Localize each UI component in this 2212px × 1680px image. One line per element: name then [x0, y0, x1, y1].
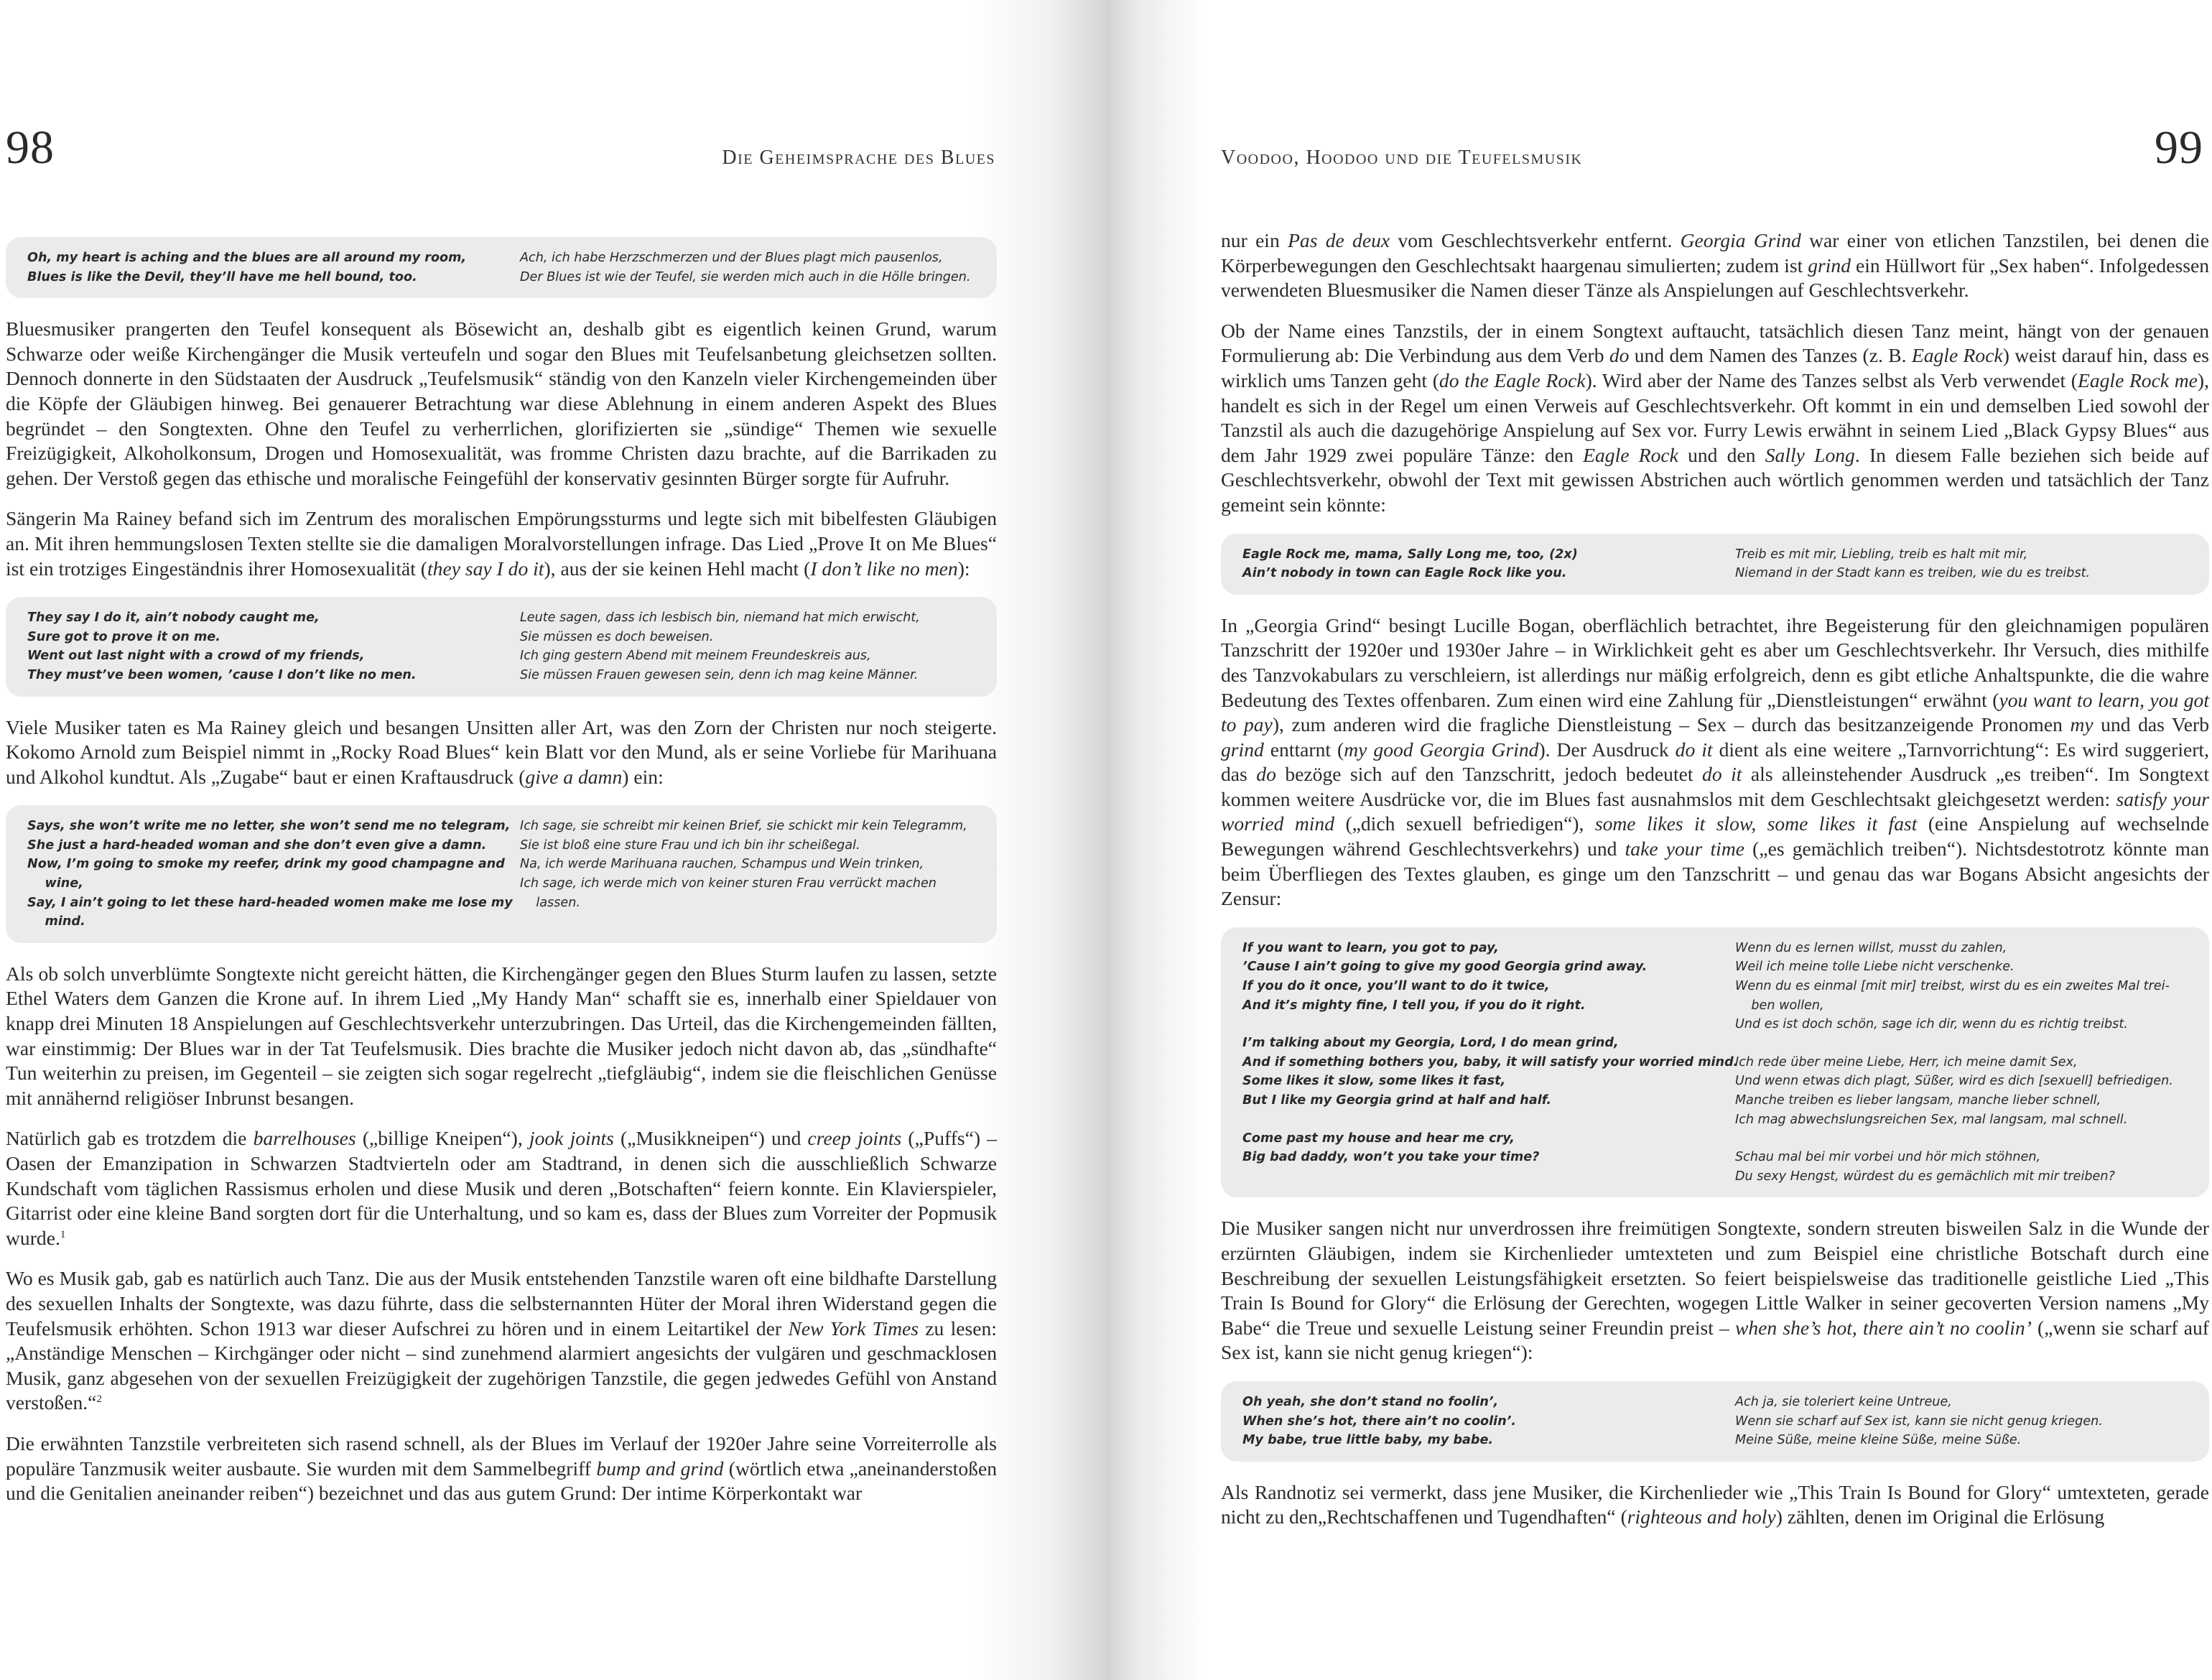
quote-german: [520, 817, 982, 932]
quote-line: Na, ich werde Marihuana rauchen, Schampus und Wein trinken,: [520, 857, 924, 872]
text-run: ) zählten, denen im Original die Erlösung: [1775, 1505, 2105, 1528]
text-run: Viele Musiker taten es Ma Rainey gleich und besangen Unsitten aller Art, was den Zorn der Christen nur noch steigerte. Kokomo Arnold zum Beispiel nimmt in „Rocky Road Blues“ kein Blatt vor den Mund, als er seine Vorliebe für Marihuana und Alkohol kundtut. Als „Zugabe“ baut er einen Kraftausdruck (: [6, 715, 997, 788]
quote-german: [1735, 545, 2195, 583]
text-run: („billige Kneipen“),: [356, 1127, 529, 1150]
quote-line: And if something bothers you, baby, it will satisfy your worried mind.: [1242, 1054, 1739, 1069]
body-paragraph: [1221, 613, 2209, 911]
text-run: Wo es Musik gab, gab es natürlich auch Tanz. Die aus der Musik entstehenden Tanzstile waren oft eine bildhafte Darstellung des sexuellen Inhalts der Songtexte, was dazu führte, dass die selbsternannten Hüter der Moral ihren Widerstand gegen die Teufelsmusik erhöhten. Schon 1913 war dieser Aufschrei zu hören und in einem Leitartikel der: [6, 1267, 997, 1340]
text-run: ), aus der sie keinen Hehl macht (: [544, 557, 811, 580]
quote-line: Treib es mit mir, Liebling, treib es halt mit mir,: [1735, 547, 2028, 562]
text-run: vom Geschlechtsverkehr entfernt.: [1390, 229, 1681, 251]
quote-line: If you want to learn, you got to pay,: [1242, 940, 1499, 955]
quote-line: Oh yeah, she don’t stand no foolin’,: [1242, 1394, 1499, 1409]
quote-line: Went out last night with a crowd of my friends,: [27, 649, 365, 664]
body-paragraph: Als ob solch unverblümte Songtexte nicht gereicht hätten, die Kirchengänger gegen den Blues Sturm laufen zu lassen, setzte Ethel Waters dem Ganzen die Krone auf. In ihrem Lied „My Handy Man“ schafft sie es, innerhalb einer Spieldauer von knapp drei Minuten 18 Anspielungen auf Geschlechtsverkehr unterzubringen. Das Urteil, das die Kirchengemeinden fällten, war einstimmig: Der Blues war in der Tat Teufelsmusik. Dies brachte die Musiker jedoch nicht davon ab, das „sündhafte“ Tun weiterhin zu preisen, im Gegenteil – sie zeigten sich sogar regelrecht „tiefgläubig“, indem sie die fleischlichen Genüsse mit annähernd religiöser Inbrunst besangen.: [6, 962, 997, 1109]
italic-run: they say I do it: [427, 557, 544, 580]
text-run: Die erwähnten Tanzstile verbreiteten sich rasend schnell, als der Blues im Verlauf der 1920er Jahre seine Vorreiterrolle als populäre Tanzmusik weiter ausbaute. Sie wurden mit dem Sammelbegriff: [6, 1431, 997, 1480]
quote-line: She just a hard-headed woman and she don’t even give a damn.: [27, 837, 487, 853]
quote-line: Schau mal bei mir vorbei und hör mich stöhnen,: [1735, 1150, 2041, 1165]
italic-run: take your time: [1625, 837, 1744, 860]
body-paragraph: [1221, 1480, 2209, 1530]
italic-run: Pas de deux: [1288, 229, 1390, 251]
quote-line: ben wollen,: [1735, 998, 1824, 1013]
italic-run: New York Times: [788, 1317, 919, 1340]
quote-line: Ich rede über meine Liebe, Herr, ich meine damit Sex,: [1735, 1054, 2078, 1069]
quote-line: They say I do it, ain’t nobody caught me,: [27, 611, 320, 626]
quote-german: [1735, 1393, 2195, 1450]
quote-line: My babe, true little baby, my babe.: [1242, 1433, 1494, 1448]
quote-line: Weil ich meine tolle Liebe nicht verschenke.: [1735, 960, 2014, 975]
italic-run: you want to learn, you got to pay: [1221, 688, 2209, 736]
quote-line: Wenn du es einmal [mit mir] treibst, wirst du es ein zweites Mal trei-: [1735, 979, 2170, 994]
text-run: Sängerin Ma Rainey befand sich im Zentrum des moralischen Empörungssturms und legte sich mit bibelfesten Gläubigen an. Mit ihren hemmungslosen Texten stellte sie die damaligen Moralvorstellungen infrage. Das Lied „Prove It on Me Blues“ ist ein trotziges Eingeständnis ihrer Homosexualität (: [6, 507, 997, 580]
body-paragraph: [1221, 319, 2209, 518]
quote-line: I’m talking about my Georgia, Lord, I do mean grind,: [1242, 1036, 1619, 1051]
quote-box: [1221, 534, 2209, 595]
quote-line: Ich sage, sie schreibt mir keinen Brief, sie schickt mir kein Telegramm,: [520, 819, 967, 834]
quote-box: [6, 597, 997, 696]
text-run: ), zum anderen wird die fragliche Dienstleistung – Sex – durch das besitzanzeigende Pronomen: [1272, 713, 2071, 736]
text-run: ) weist darauf hin, dass es wirklich ums Tanzen geht (: [1221, 344, 2209, 391]
quote-english: [1242, 1393, 1735, 1450]
body-paragraph: Bluesmusiker prangerten den Teufel konsequent als Bösewicht an, deshalb gibt es eigentlich keinen Grund, warum Schwarze oder weiße Kirchengänger die Musik verteufeln und sogar den Blues mit Teufelsanbetung gleichsetzen sollten. Dennoch donnerte in den Südstaaten der Ausdruck „Teufelsmusik“ ständig von den Kanzeln vieler Kirchengemeinden über die Köpfe der Gläubigen hinweg. Bei genauerer Betrachtung war diese Ablehnung in einem anderen Aspekt des Blues begründet – den Songtexten. Ohne den Teufel zu verherrlichen, glorifizierten sie „sündige“ Themen wie sexuelle Freizügigkeit, Alkoholkonsum, Drogen und Homosexualität, was fromme Christen dazu brachte, auf die Barrikaden zu gehen. Der Verstoß gegen das ethische und moralische Feingefühl der konservativ gesinnten Bürger sorgte für Aufruhr.: [6, 317, 997, 489]
italic-run: creep joints: [807, 1127, 902, 1150]
text-run: („Puffs“) – Oasen der Emanzipation in Schwarzen Stadtvierteln oder am Stadtrand, in denen sich die ausschließlich Schwarze Kundschaft vom täglichen Rassismus erholen und diese Musik und deren „Botschaften“ feiern konnte. Ein Klavierspieler, Gitarrist oder eine kleine Band sorgten dort für die Unterhaltung, und so kam es, dass der Blues zum Vorreiter der Popmusik wurde.: [6, 1127, 998, 1249]
italic-run: Sally Long: [1765, 443, 1855, 466]
quote-line: Now, I’m going to smoke my reefer, drink my good champagne and: [27, 857, 505, 872]
text-run: enttarnt (: [1263, 738, 1344, 761]
quote-line: They must’ve been women, ’cause I don’t like no men.: [27, 667, 417, 682]
footnote-marker[interactable]: 1: [60, 1228, 66, 1240]
italic-run: satisfy your worried mind: [1221, 787, 2209, 835]
text-run: und das Verb: [2093, 713, 2209, 736]
quote-line: Say, I ain’t going to let these hard-headed women make me lose my: [27, 895, 513, 910]
italic-run: Georgia Grind: [1680, 229, 1801, 251]
text-run: („Musikkneipen“) und: [613, 1127, 808, 1150]
running-head: Die Geheimsprache des Blues: [722, 147, 995, 169]
text-run: („es gemächlich treiben“). Nichtsdestotrotz könnte man beim Überfliegen des Textes glauben, es ginge um den Tanzschritt – und genau das war Bogans Absicht angesichts der Zensur:: [1221, 837, 2209, 910]
text-run: ). Wird aber der Name des Tanzes selbst als Verb verwendet (: [1585, 368, 2078, 391]
stanza-gap: [1735, 1034, 2195, 1053]
quote-line: wine,: [27, 876, 83, 891]
stanza-gap: [1735, 1129, 2195, 1148]
italic-run: some likes it slow, some likes it fast: [1594, 812, 1918, 835]
quote-line: Sie müssen Frauen gewesen sein, denn ich mag keine Männer.: [520, 667, 919, 682]
italic-run: jook joints: [529, 1127, 614, 1150]
italic-run: my: [2070, 713, 2094, 736]
italic-run: I don’t like no men: [810, 557, 958, 580]
footnote-marker[interactable]: 2: [96, 1393, 102, 1406]
quote-line: Niemand in der Stadt kann es treiben, wie du es treibst.: [1735, 566, 2091, 581]
quote-line: And it’s mighty fine, I tell you, if you do it right.: [1242, 998, 1586, 1013]
quote-line: If you do it once, you’ll want to do it twice,: [1242, 979, 1550, 994]
quote-line: Ich sage, ich werde mich von keiner sturen Frau verrückt machen: [520, 876, 937, 891]
italic-run: grind: [1808, 254, 1851, 277]
text-run: bezöge sich auf den Tanzschritt, jedoch bedeutet: [1275, 763, 1703, 786]
quote-line: Oh, my heart is aching and the blues are all around my room,: [27, 251, 467, 265]
quote-line: Und es ist doch schön, sage ich dir, wenn du es richtig treibst.: [1735, 1017, 2128, 1032]
quote-german: [520, 249, 982, 287]
quote-line: Ach, ich habe Herzschmerzen und der Blues plagt mich pausenlos,: [520, 251, 943, 265]
text-run: ein Hüllwort für „Sex haben“. Infolgedessen verwendeten Bluesmusiker die Namen dieser Tänze als Anspielungen auf Geschlechtsverkehr.: [1221, 254, 2209, 302]
page-number: 98: [6, 121, 55, 174]
right-column: [1221, 228, 2209, 1546]
body-paragraph: [1221, 228, 2209, 303]
stanza-gap: [1242, 1015, 1722, 1034]
text-run: In „Georgia Grind“ besingt Lucille Bogan, oberflächlich betrachtet, ihre Begeisterung für den gleichnamigen populären Tanzschritt der 1920er und 1930er Jahre – in Wirklichkeit geht es aber um Geschlechtsverkehr. Ihr Versuch, dies mithilfe des Tanzvokabulars zu verschleiern, ist allerdings nur mäßig erfolgreich, denn es gibt etliche Anhaltspunkte, die die wahre Bedeutung des Textes offenbaren. Zum einen wird eine Zahlung für „Dienstleistungen“ erwähnt (: [1221, 613, 2209, 711]
italic-run: my good Georgia Grind: [1344, 738, 1539, 761]
quote-line: Some likes it slow, some likes it fast,: [1242, 1074, 1506, 1089]
text-run: dient als eine weitere „Tarnvorrichtung“: Es wird suggeriert, das: [1221, 738, 2209, 786]
quote-line: Blues is like the Devil, they’ll have me hell bound, too.: [27, 269, 417, 284]
italic-run: grind: [1221, 738, 1264, 761]
quote-english: [27, 249, 520, 287]
quote-line: But I like my Georgia grind at half and half.: [1242, 1093, 1552, 1108]
quote-line: Sie ist bloß eine sture Frau und ich bin ihr scheißegal.: [520, 837, 860, 853]
quote-english: [27, 817, 520, 932]
italic-run: give a damn: [525, 765, 623, 788]
italic-run: do: [1256, 763, 1276, 786]
text-run: (wörtlich etwa „aneinanderstoßen und die Genitalien aneinander reiben“) bezeichnet und das aus gutem Grund: Der intime Körperkontakt war: [6, 1457, 997, 1505]
quote-line: Eagle Rock me, mama, Sally Long me, too, (2x): [1242, 547, 1578, 562]
text-run: ), handelt es sich in der Regel um einen Verweis auf Geschlechtsverkehr. Oft kommt in ein und demselben Lied sowohl der Tanzstil als auch die dazugehörige Anspielung auf Sex vor. Furry Lewis erwähnt in seinem Lied „Black Gypsy Blues“ aus dem Jahr 1929 zwei populäre Tänze: den: [1221, 368, 2209, 466]
italic-run: barrelhouses: [253, 1127, 356, 1150]
quote-line: Ain’t nobody in town can Eagle Rock like you.: [1242, 566, 1567, 581]
quote-box: [6, 805, 997, 943]
quote-line: Ich ging gestern Abend mit meinem Freundeskreis aus,: [520, 649, 871, 664]
text-run: und den: [1678, 443, 1765, 466]
quote-line: lassen.: [520, 895, 580, 910]
quote-english: [27, 608, 520, 684]
stanza-gap: [1242, 1110, 1722, 1129]
quote-line: Leute sagen, dass ich lesbisch bin, niemand hat mich erwischt,: [520, 611, 920, 626]
quote-line: Ich mag abwechslungsreichen Sex, mal langsam, mal schnell.: [1735, 1112, 2128, 1127]
body-paragraph: [6, 1126, 997, 1250]
quote-line: Ach ja, sie toleriert keine Untreue,: [1735, 1394, 1952, 1409]
quote-line: Says, she won’t write me no letter, she won’t send me no telegram,: [27, 819, 511, 834]
text-run: nur ein: [1221, 229, 1288, 251]
text-run: Als Randnotiz sei vermerkt, dass jene Musiker, die Kirchenlieder wie „This Train Is Bound for Glory“ umtexteten, gerade nicht zu den„Rechtschaffenen und Tugendhaften“ (: [1221, 1480, 2209, 1528]
italic-run: Eagle Rock me: [2077, 368, 2198, 391]
left-column: [6, 234, 997, 1522]
text-run: ):: [957, 557, 970, 580]
body-paragraph: [6, 715, 997, 790]
quote-line: Manche treiben es lieber langsam, manche lieber schnell,: [1735, 1093, 2101, 1108]
text-run: („wenn sie scharf auf Sex ist, kann sie nicht genug kriegen“):: [1221, 1316, 2209, 1364]
body-paragraph: [6, 1266, 997, 1416]
quote-line: Big bad daddy, won’t you take your time?: [1242, 1150, 1540, 1165]
text-run: . In diesem Falle beziehen sich beide auf Geschlechtsverkehr, obwohl der Text mit gewissen Abstrichen auch wörtlich genommen werden und tatsächlich der Tanz gemeint sein könnte:: [1221, 443, 2209, 516]
body-paragraph: [6, 1431, 997, 1506]
body-paragraph: [6, 506, 997, 581]
quote-line: Come past my house and hear me cry,: [1242, 1131, 1515, 1146]
quote-box: [1221, 927, 2209, 1198]
text-run: Ob der Name eines Tanzstils, der in einem Songtext auftaucht, tatsächlich diesen Tanz meint, hängt von der genauen Formulierung ab: Die Verbindung aus dem Verb: [1221, 319, 2209, 367]
quote-english: [1242, 545, 1735, 583]
right-page: [1106, 0, 2212, 1680]
quote-english: [1242, 939, 1739, 1187]
quote-line: Du sexy Hengst, würdest du es gemächlich mit mir treiben?: [1735, 1169, 2115, 1184]
text-run: war einer von etlichen Tanzstilen, bei denen die Körperbewegungen den Geschlechtsakt haargenau simulierten; zudem ist: [1221, 229, 2209, 277]
text-run: (eine Anspielung auf wechselnde Bewegungen während Geschlechtsverkehrs) und: [1221, 812, 2209, 860]
text-run: als alleinstehender Ausdruck „es treiben“. Im Songtext kommen weitere Ausdrücke vor, die im Blues fast ausnahmslos mit dem Geschlechtsakt gleichgesetzt werden:: [1221, 763, 2210, 810]
italic-run: righteous and holy: [1627, 1505, 1776, 1528]
italic-run: when she’s hot, there ain’t no coolin’: [1734, 1316, 2032, 1339]
quote-line: Der Blues ist wie der Teufel, sie werden mich auch in die Hölle bringen.: [520, 269, 971, 284]
body-paragraph: [1221, 1216, 2209, 1365]
quote-line: Wenn sie scharf auf Sex ist, kann sie nicht genug kriegen.: [1735, 1414, 2103, 1429]
quote-line: Sie müssen es doch beweisen.: [520, 629, 714, 644]
italic-run: bump and grind: [596, 1457, 724, 1480]
italic-run: do it: [1675, 738, 1713, 761]
quote-line: Meine Süße, meine kleine Süße, meine Süße.: [1735, 1433, 2022, 1448]
quote-box: [6, 237, 997, 298]
italic-run: do it: [1702, 763, 1742, 786]
text-run: („dich sexuell befriedigen“),: [1334, 812, 1595, 835]
italic-run: Eagle Rock: [1911, 344, 2003, 367]
quote-line: Und wenn etwas dich plagt, Süßer, wird es dich [sexuell] befriedigen.: [1735, 1074, 2173, 1089]
italic-run: do: [1609, 344, 1630, 367]
quote-line: mind.: [27, 914, 85, 929]
quote-line: Sure got to prove it on me.: [27, 629, 220, 644]
text-run: Die Musiker sangen nicht nur unverdrossen ihre freimütigen Songtexte, sondern streuten bisweilen Salz in die Wunde der erzürnten Gläubigen, indem sie Kirchenlieder umtexteten und zum Beispiel eine christliche Botschaft durch eine Beschreibung der sexuellen Leistungsfähigkeit ersetzten. So feiert beispielsweise das traditionelle geistliche Lied „This Train Is Bound for Glory“ die Erlösung der Gerechten, wogegen Little Walker in seiner gecoverten Version namens „My Babe“ die Treue und sexuelle Leistung seiner Freundin preist –: [1221, 1217, 2209, 1339]
text-run: Natürlich gab es trotzdem die: [6, 1127, 254, 1150]
text-run: und dem Namen des Tanzes (z. B.: [1629, 344, 1912, 367]
quote-box: [1221, 1381, 2209, 1462]
italic-run: do the Eagle Rock: [1439, 368, 1586, 391]
text-run: ) ein:: [622, 765, 664, 788]
quote-german: [1735, 939, 2195, 1187]
quote-line: Wenn du es lernen willst, musst du zahlen,: [1735, 940, 2007, 955]
text-run: ). Der Ausdruck: [1538, 738, 1676, 761]
text-run: zu lesen: „Anständige Menschen – Kirchgänger oder nicht – sind zunehmend alarmiert angesichts der vulgären und geschmacklosen Musik, ganz abgesehen von der sexuellen Freizügigkeit der zugehörigen Tanzstile, die gegen jedwedes Gefühl von Anstand verstoßen.“: [6, 1317, 997, 1414]
running-head: Voodoo, Hoodoo und die Teufelsmusik: [1221, 147, 1583, 169]
quote-line: ’Cause I ain’t going to give my good Georgia grind away.: [1242, 960, 1648, 975]
quote-line: When she’s hot, there ain’t no coolin’.: [1242, 1414, 1517, 1429]
page-number: 99: [2155, 121, 2203, 174]
italic-run: Eagle Rock: [1583, 443, 1678, 466]
quote-german: [520, 608, 982, 684]
